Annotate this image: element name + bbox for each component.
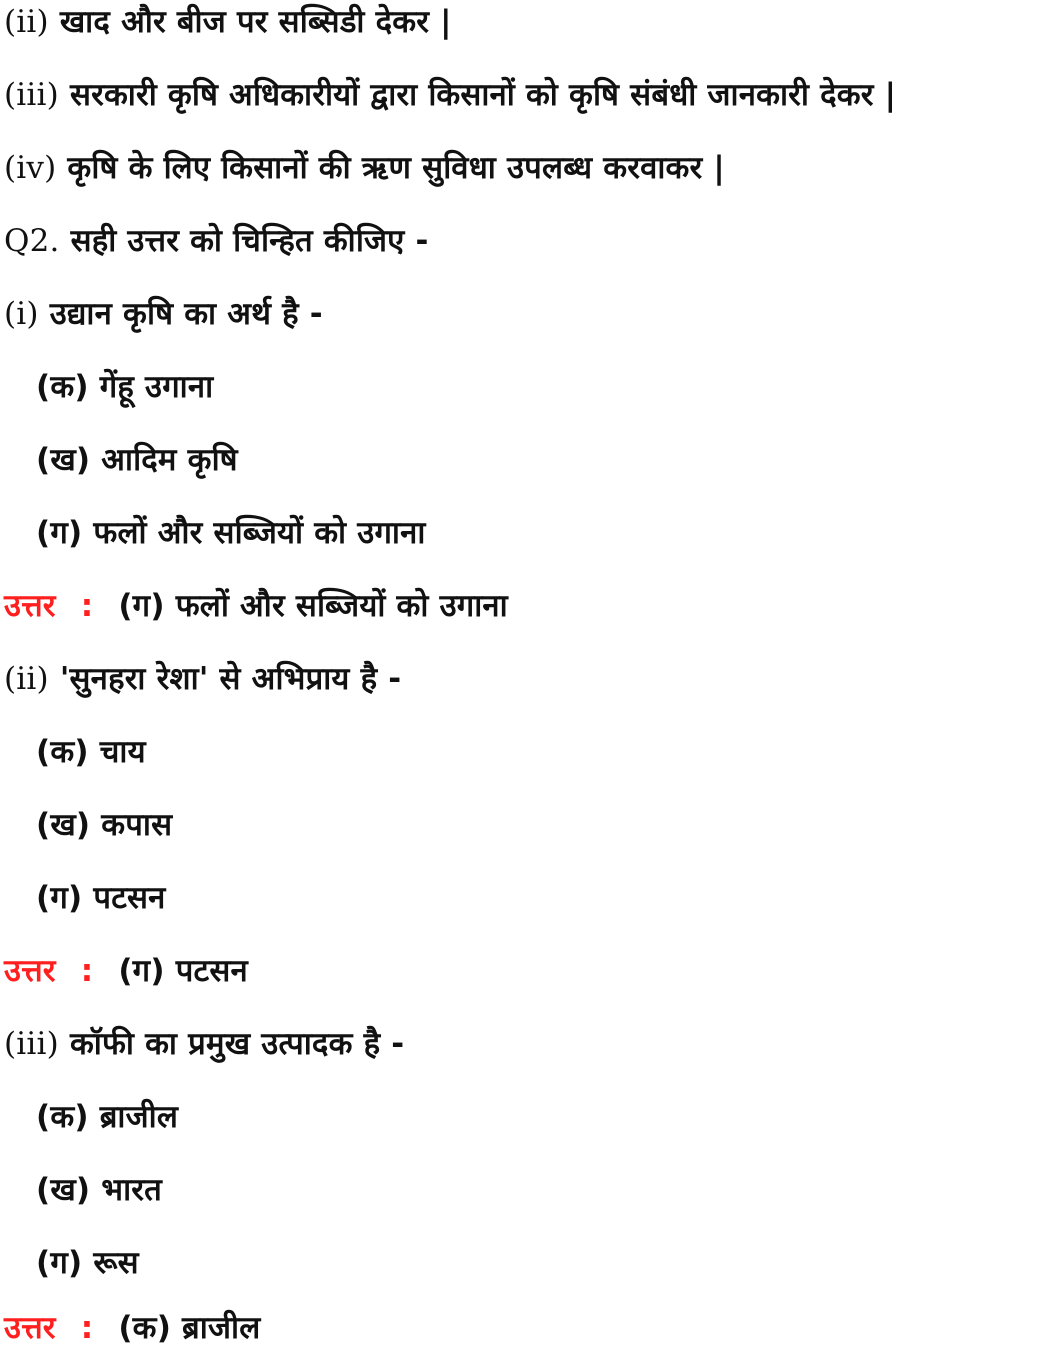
option-item: (क) गेंहू उगाना bbox=[36, 369, 214, 405]
option-item: (ग) फलों और सब्जियों को उगाना bbox=[36, 515, 426, 551]
question-line bbox=[4, 71, 896, 119]
item-marker: (iv) bbox=[4, 150, 57, 186]
question-line bbox=[4, 655, 401, 703]
answer-label: उत्तर bbox=[4, 1310, 56, 1346]
answer-line bbox=[4, 1304, 260, 1352]
item-text: 'सुनहरा रेशा' से अभिप्राय है - bbox=[59, 661, 402, 697]
answer-separator: : bbox=[80, 1310, 94, 1346]
answer-text: (क) ब्राजील bbox=[118, 1310, 261, 1346]
answer-separator: : bbox=[80, 953, 94, 989]
item-marker: (i) bbox=[4, 296, 39, 332]
option-item: (क) ब्राजील bbox=[36, 1099, 179, 1135]
item-marker: (ii) bbox=[4, 661, 49, 697]
item-marker: (ii) bbox=[4, 4, 49, 40]
item-text: सरकारी कृषि अधिकारीयों द्वारा किसानों को कृषि संबंधी जानकारी देकर | bbox=[69, 77, 897, 113]
option-item: (ख) भारत bbox=[36, 1172, 163, 1208]
answer-separator: : bbox=[80, 588, 94, 624]
answer-line bbox=[4, 947, 248, 995]
item-text: कृषि के लिए किसानों की ऋण सुविधा उपलब्ध करवाकर | bbox=[67, 150, 725, 186]
answer-text: (ग) पटसन bbox=[118, 953, 248, 989]
question-line bbox=[4, 0, 452, 46]
option-item: (ग) रूस bbox=[36, 1245, 139, 1281]
question-line bbox=[4, 144, 725, 192]
option-item: (क) चाय bbox=[36, 734, 146, 770]
answer-text: (ग) फलों और सब्जियों को उगाना bbox=[118, 588, 508, 624]
question-line bbox=[4, 1020, 404, 1068]
item-marker: (iii) bbox=[4, 77, 59, 113]
item-text: उद्यान कृषि का अर्थ है - bbox=[49, 296, 323, 332]
option-item: (ग) पटसन bbox=[36, 880, 166, 916]
question-number: Q2. bbox=[4, 223, 60, 259]
question-heading-text: सही उत्तर को चिन्हित कीजिए - bbox=[70, 223, 429, 259]
item-text: कॉफी का प्रमुख उत्पादक है - bbox=[69, 1026, 405, 1062]
question-line bbox=[4, 290, 323, 338]
answer-line bbox=[4, 582, 508, 630]
option-item: (ख) कपास bbox=[36, 807, 173, 843]
answer-label: उत्तर bbox=[4, 953, 56, 989]
item-text: खाद और बीज पर सब्सिडी देकर | bbox=[59, 4, 452, 40]
answer-label: उत्तर bbox=[4, 588, 56, 624]
item-marker: (iii) bbox=[4, 1026, 59, 1062]
question-heading bbox=[4, 217, 429, 265]
option-item: (ख) आदिम कृषि bbox=[36, 442, 238, 478]
